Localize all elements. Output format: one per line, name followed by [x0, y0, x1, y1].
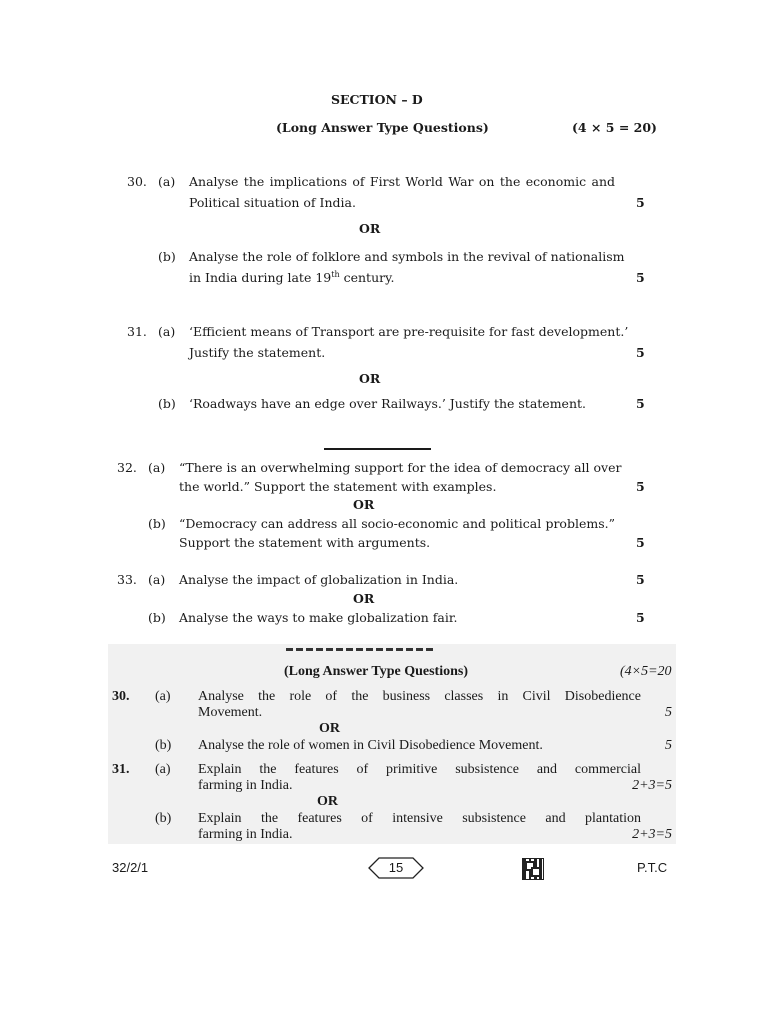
marks: 5: [636, 195, 645, 210]
question-text: “Democracy can address all socio-economic and political problems.”: [179, 516, 615, 531]
question-text: Political situation of India.: [189, 195, 356, 210]
or-separator: OR: [319, 721, 340, 736]
question-text: Support the statement with arguments.: [179, 535, 431, 550]
option-label: (b): [155, 811, 172, 826]
marks-scheme: (4×5=20: [620, 664, 672, 679]
qr-code-icon: [522, 858, 544, 880]
option-label: (a): [155, 689, 171, 704]
question-text: farming in India.: [198, 778, 293, 793]
question-text: Movement.: [198, 705, 263, 720]
marks: 5: [636, 572, 645, 587]
option-label: (b): [158, 396, 176, 411]
option-label: (a): [158, 174, 176, 189]
marks: 5: [636, 610, 645, 625]
marks: 5: [636, 479, 645, 494]
or-separator: OR: [353, 591, 375, 606]
question-text: Analyse the ways to make globalization fair.: [179, 610, 458, 625]
question-text: Justify the statement.: [189, 345, 326, 360]
question-text: farming in India.: [198, 827, 293, 842]
marks: 5: [636, 345, 645, 360]
marks: 5: [665, 705, 672, 720]
marks: 2+3=5: [632, 827, 672, 842]
question-number: 30.: [127, 174, 147, 189]
question-text: Analyse the implications of First World War on the economic and: [189, 174, 615, 189]
section-title: SECTION – D: [331, 92, 423, 107]
ptc-label: P.T.C: [637, 860, 668, 875]
option-label: (b): [148, 516, 166, 531]
question-number: 31.: [127, 324, 147, 339]
question-text: ‘Efficient means of Transport are pre-requisite for fast development.’: [189, 324, 629, 339]
marks-scheme: (4 × 5 = 20): [572, 120, 657, 135]
or-separator: OR: [317, 794, 338, 809]
option-label: (a): [158, 324, 176, 339]
question-text: Analyse the role of women in Civil Disobedience Movement.: [198, 738, 543, 753]
marks: 5: [636, 396, 645, 411]
paper-code: 32/2/1: [112, 860, 149, 875]
question-text: the world.” Support the statement with examples.: [179, 479, 497, 494]
option-label: (a): [148, 460, 166, 475]
question-text: “There is an overwhelming support for the idea of democracy all over: [179, 460, 622, 475]
section-subtitle: (Long Answer Type Questions): [284, 664, 468, 679]
section-subtitle: (Long Answer Type Questions): [276, 120, 489, 135]
page-number: 15: [388, 860, 404, 875]
marks: 2+3=5: [632, 778, 672, 793]
question-text: Analyse the role of the business classes in Civil Disobedience: [198, 689, 641, 704]
question-text: in India during late 19th century.: [189, 269, 395, 285]
question-text: ‘Roadways have an edge over Railways.’ Justify the statement.: [189, 396, 586, 411]
question-number: 30.: [112, 689, 130, 704]
marks: 5: [636, 270, 645, 285]
marks: 5: [665, 738, 672, 753]
or-separator: OR: [359, 371, 381, 386]
question-number: 32.: [117, 460, 137, 475]
marks: 5: [636, 535, 645, 550]
question-text: Analyse the impact of globalization in India.: [179, 572, 459, 587]
or-separator: OR: [353, 497, 375, 512]
question-text: Explain the features of primitive subsistence and commercial: [198, 762, 641, 777]
option-label: (a): [148, 572, 166, 587]
question-text: Explain the features of intensive subsistence and plantation: [198, 811, 641, 826]
option-label: (b): [148, 610, 166, 625]
question-text: Analyse the role of folklore and symbols in the revival of nationalism: [189, 249, 625, 264]
or-separator: OR: [359, 221, 381, 236]
horizontal-rule: [324, 448, 431, 450]
question-number: 33.: [117, 572, 137, 587]
option-label: (b): [158, 249, 176, 264]
option-label: (a): [155, 762, 171, 777]
option-label: (b): [155, 738, 172, 753]
cut-heading-remnant: [286, 648, 434, 654]
question-number: 31.: [112, 762, 130, 777]
